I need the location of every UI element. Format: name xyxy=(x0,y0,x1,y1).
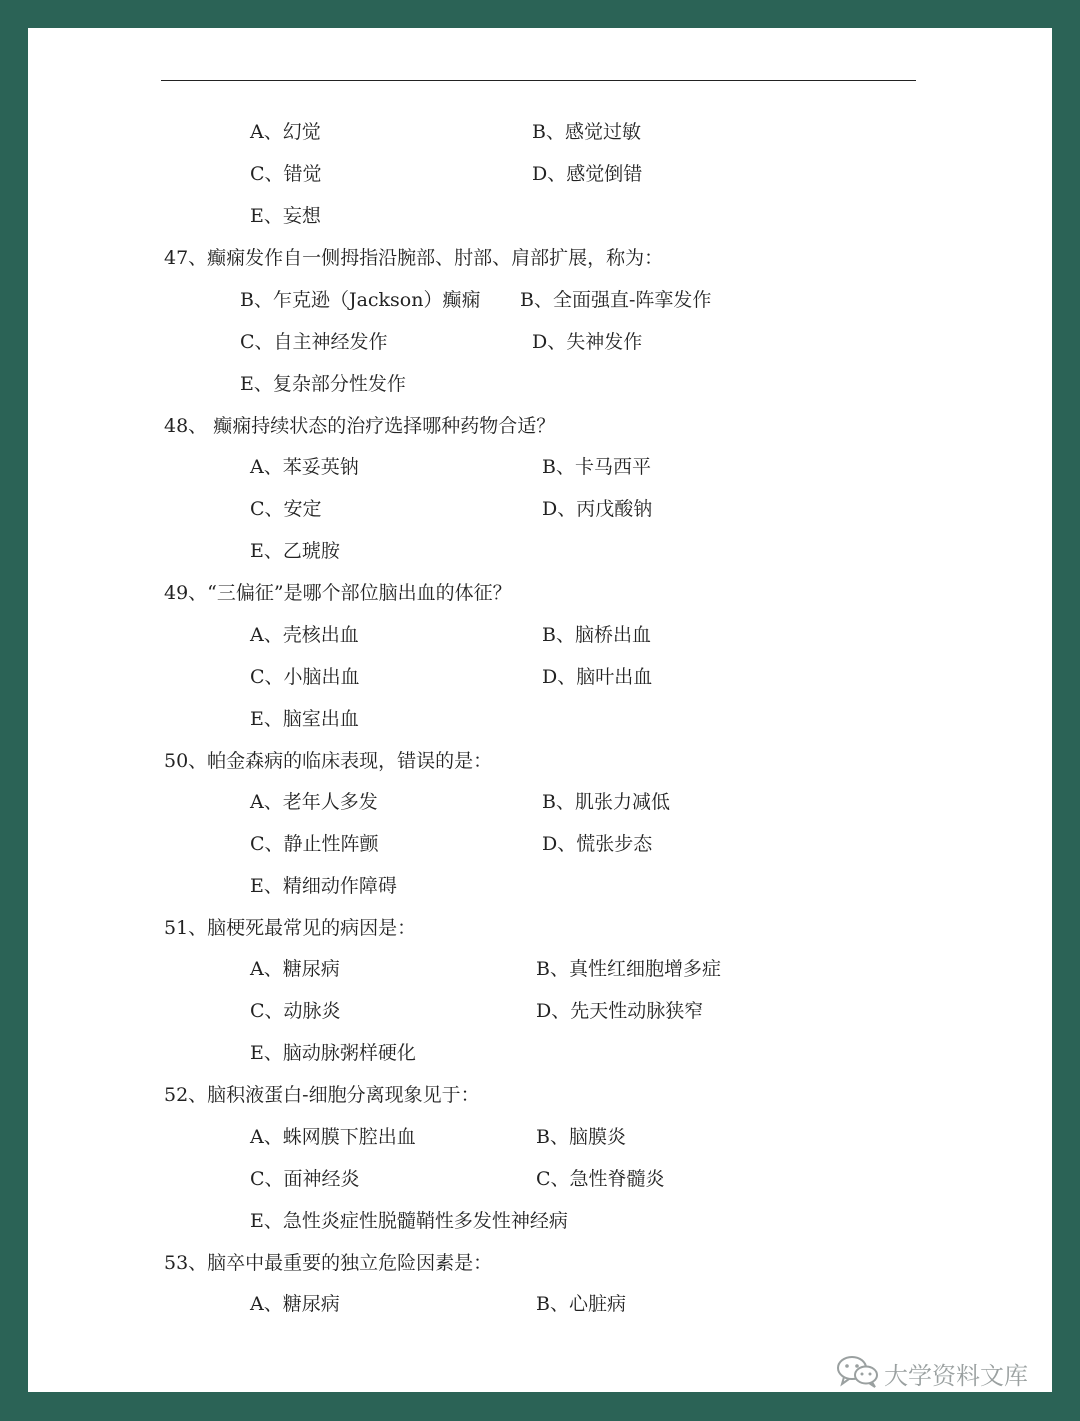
question-49: 49、“三偏征”是哪个部位脑出血的体征？ xyxy=(164,582,512,604)
question-53: 53、脑卒中最重要的独立危险因素是： xyxy=(164,1252,493,1274)
option-a: A、幻觉 xyxy=(250,121,321,143)
option-a: A、糖尿病 xyxy=(250,958,340,980)
option-d: D、脑叶出血 xyxy=(542,666,653,688)
option-a: A、糖尿病 xyxy=(250,1293,340,1315)
option-e: E、脑动脉粥样硬化 xyxy=(250,1042,416,1064)
option-c: C、动脉炎 xyxy=(250,1000,341,1022)
wechat-icon xyxy=(836,1354,880,1392)
question-47: 47、癫痫发作自一侧拇指沿腕部、肘部、肩部扩展，称为： xyxy=(164,247,664,269)
exam-page xyxy=(28,28,1052,1392)
option-d: C、急性脊髓炎 xyxy=(536,1168,665,1190)
option-a: A、老年人多发 xyxy=(250,791,378,813)
option-e: E、急性炎症性脱髓鞘性多发性神经病 xyxy=(250,1210,568,1232)
option-b: B、脑桥出血 xyxy=(542,624,651,646)
option-a: A、壳核出血 xyxy=(250,624,359,646)
question-52: 52、脑积液蛋白-细胞分离现象见于： xyxy=(164,1084,480,1106)
question-48: 48、 癫痫持续状态的治疗选择哪种药物合适？ xyxy=(164,415,556,437)
option-e: E、复杂部分性发作 xyxy=(240,373,406,395)
option-d: D、感觉倒错 xyxy=(532,163,643,185)
option-c: C、安定 xyxy=(250,498,322,520)
option-e: E、精细动作障碍 xyxy=(250,875,397,897)
option-e: E、脑室出血 xyxy=(250,708,359,730)
header-rule xyxy=(161,80,916,81)
watermark xyxy=(836,1354,1028,1392)
option-c: C、面神经炎 xyxy=(250,1168,360,1190)
option-a: A、苯妥英钠 xyxy=(250,456,359,478)
option-c: C、自主神经发作 xyxy=(240,331,388,353)
option-b: B、卡马西平 xyxy=(542,456,651,478)
option-d: D、慌张步态 xyxy=(542,833,653,855)
option-e: E、乙琥胺 xyxy=(250,540,340,562)
option-b: B、感觉过敏 xyxy=(532,121,641,143)
option-e: E、妄想 xyxy=(250,205,321,227)
option-b: B、全面强直-阵挛发作 xyxy=(520,289,712,311)
option-a: A、蛛网膜下腔出血 xyxy=(250,1126,416,1148)
option-c: C、静止性阵颤 xyxy=(250,833,379,855)
watermark-text: 大学资料文库 xyxy=(884,1361,1028,1390)
option-d: D、先天性动脉狭窄 xyxy=(536,1000,704,1022)
question-50: 50、帕金森病的临床表现，错误的是： xyxy=(164,750,493,772)
option-d: D、失神发作 xyxy=(532,331,643,353)
option-b: B、真性红细胞增多症 xyxy=(536,958,721,980)
option-c: C、小脑出血 xyxy=(250,666,360,688)
option-b: B、脑膜炎 xyxy=(536,1126,626,1148)
option-b: B、肌张力减低 xyxy=(542,791,670,813)
option-b: B、心脏病 xyxy=(536,1293,626,1315)
option-d: D、丙戊酸钠 xyxy=(542,498,653,520)
question-51: 51、脑梗死最常见的病因是： xyxy=(164,917,417,939)
option-c: C、错觉 xyxy=(250,163,322,185)
option-a: B、乍克逊（Jackson）癫痫 xyxy=(240,289,481,311)
